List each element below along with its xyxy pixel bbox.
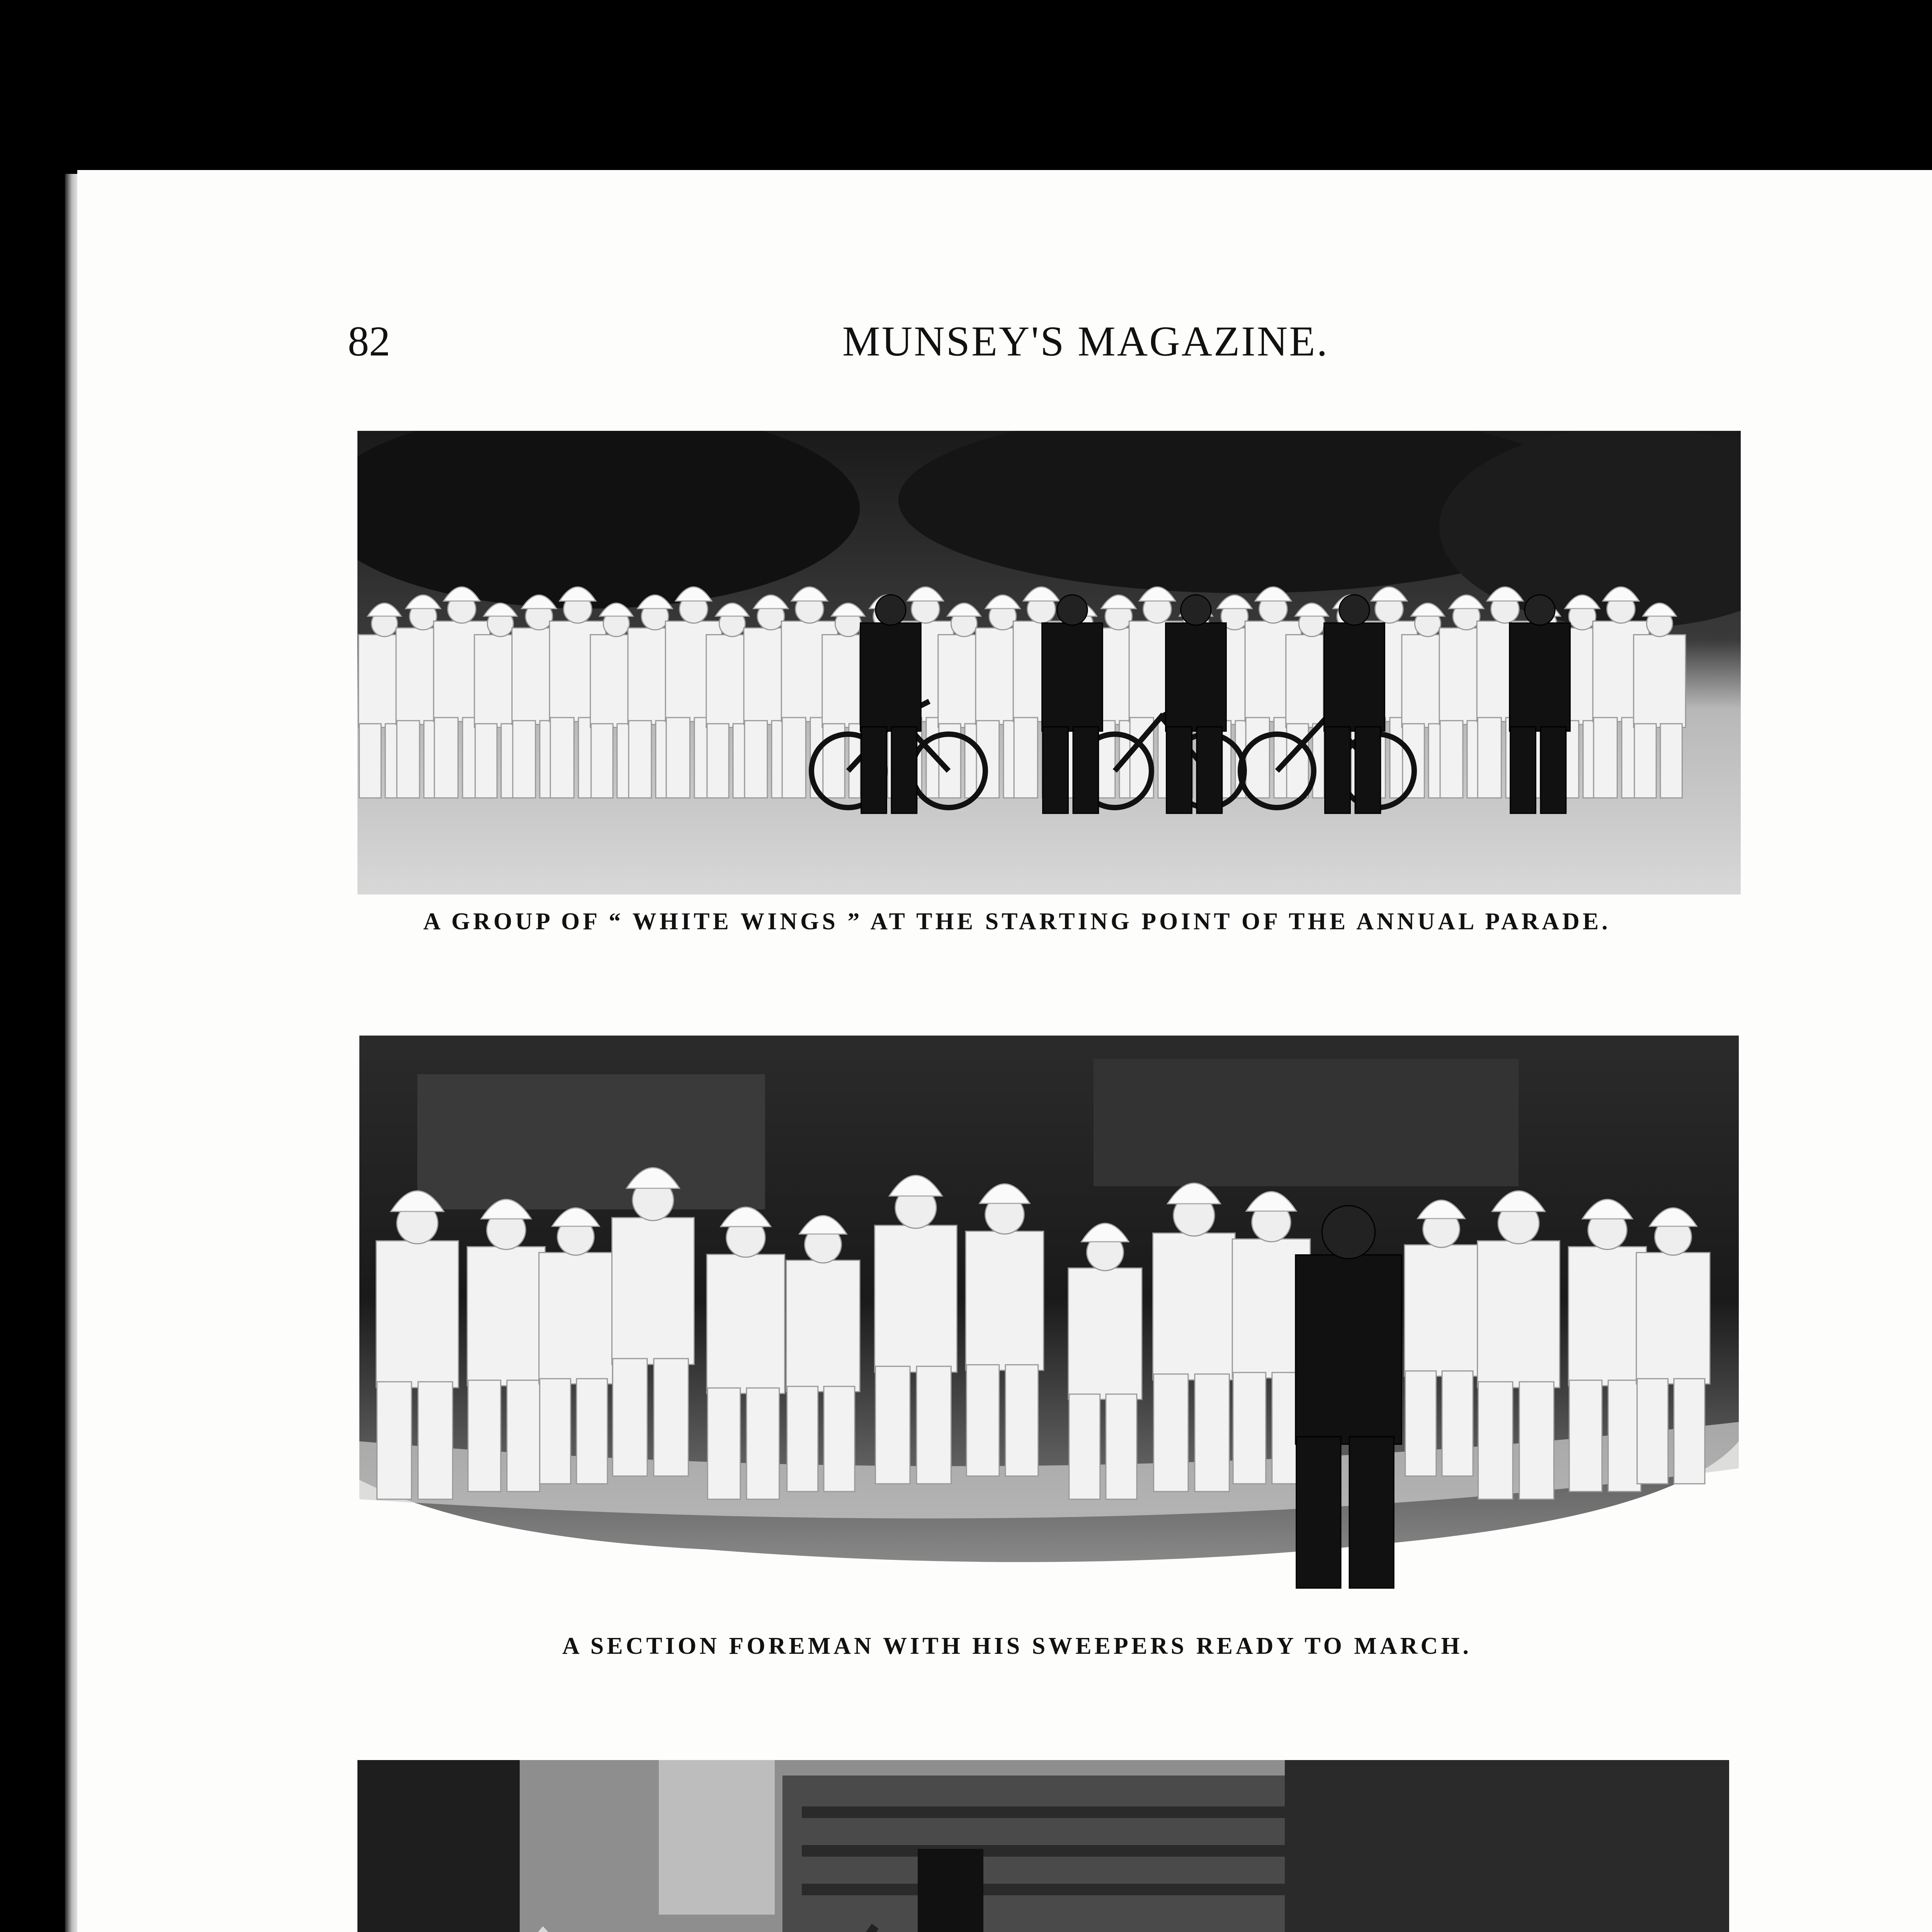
photo-section-foreman (359, 1036, 1739, 1596)
photo-parade-group (357, 431, 1741, 895)
page-number: 82 (348, 318, 390, 365)
photo-parade-group-image (357, 431, 1741, 895)
photo-sweeper-at-work (357, 1760, 1729, 1932)
photo-sweeper-at-work-image (357, 1760, 1729, 1932)
magazine-title: MUNSEY'S MAGAZINE. (842, 318, 1329, 365)
photo-section-foreman-image (359, 1036, 1739, 1596)
caption-parade-group: A GROUP OF “ WHITE WINGS ” AT THE STARTING POINT OF THE ANNUAL PARADE. (423, 908, 1611, 935)
caption-section-foreman: A SECTION FOREMAN WITH HIS SWEEPERS READY TO MARCH. (562, 1633, 1472, 1659)
